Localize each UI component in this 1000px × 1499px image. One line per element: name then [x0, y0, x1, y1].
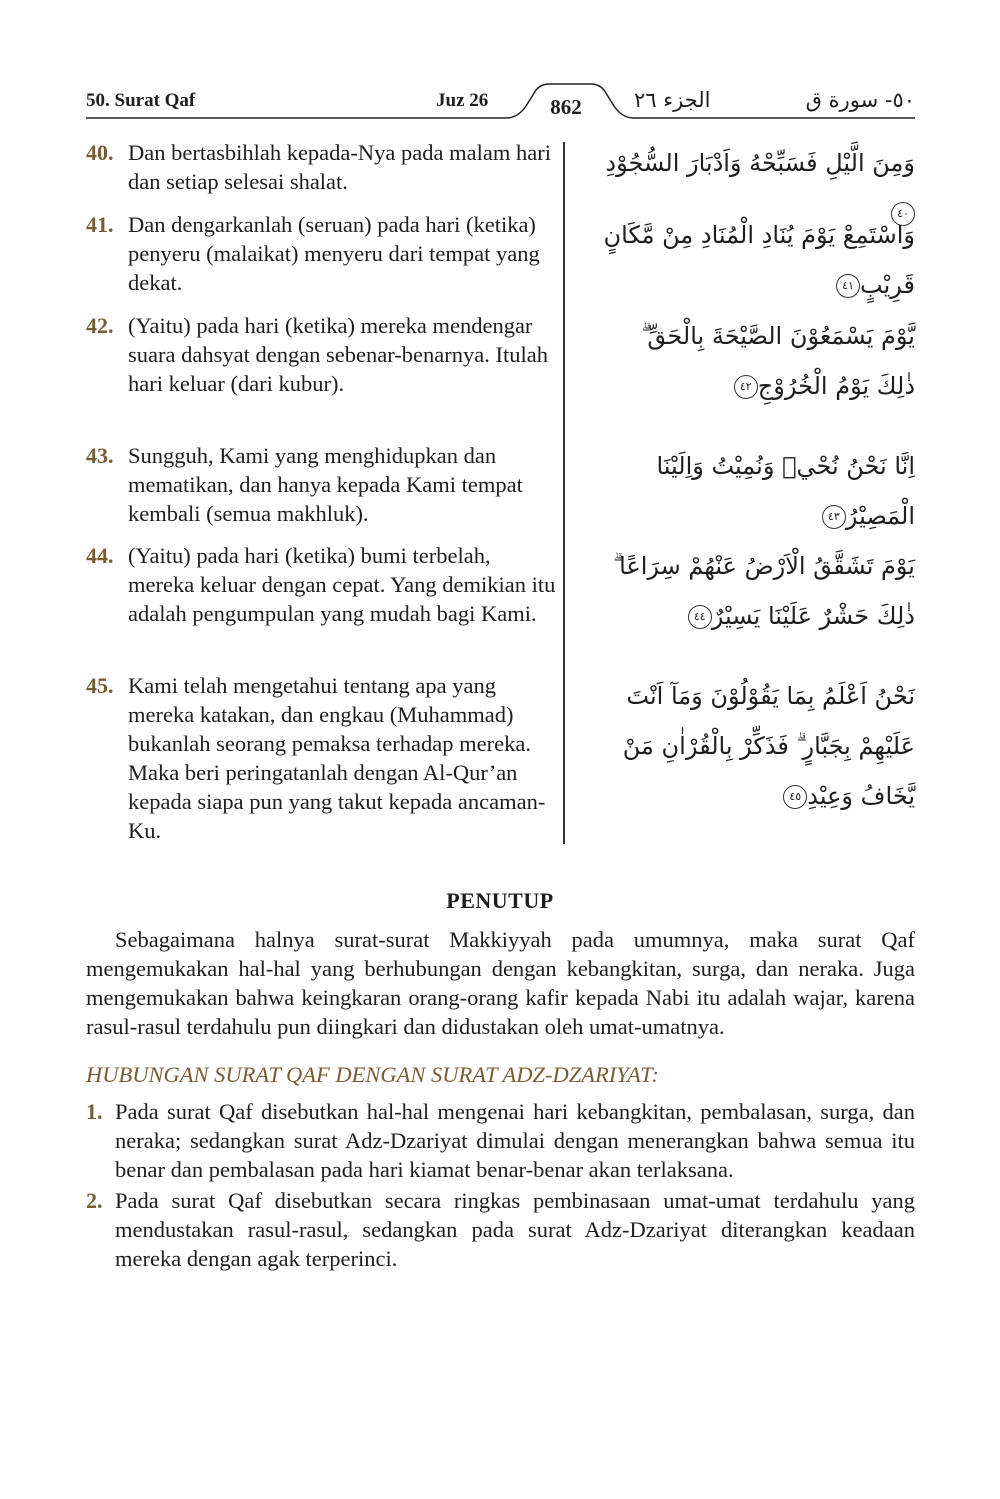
verse-translation: Sungguh, Kami yang menghidupkan dan mematikan, dan hanya kepada Kami tempat kembali (semua makhluk). [128, 443, 523, 526]
ayah-end-marker: ٤٥ [783, 785, 807, 809]
closing-paragraph: Sebagaimana halnya surat-surat Makkiyyah pada umumnya, maka surat Qaf mengemukakan hal-hal yang berhubungan dengan kebangkitan, surga, dan neraka. Juga mengemukakan bahwa keingkaran orang-orang kafir kepada Nabi itu adalah wajar, karena rasul-rasul terdahulu pun diingkari dan didustakan oleh umat-umatnya. [86, 927, 915, 1039]
verse-arabic [603, 210, 915, 310]
arabic-text: يَوْمَ تَشَقَّقُ الْاَرْضُ عَنْهُمْ سِرَاعًا ۗ ذٰلِكَ حَشْرٌ عَلَيْنَا يَسِيْرٌ [613, 552, 915, 630]
page-number: 862 [550, 95, 582, 119]
arabic-text: يَّوْمَ يَسْمَعُوْنَ الصَّيْحَةَ بِالْحَقِّ ۗ ذٰلِكَ يَوْمُ الْخُرُوْجِ [641, 322, 915, 400]
header-juz: Juz 26 [436, 90, 489, 111]
verse-arabic [603, 441, 915, 541]
header-juz-arabic: الجزء ٢٦ [634, 88, 711, 112]
header-surah-arabic: ٥٠- سورة ق [805, 88, 915, 112]
list-item-number: 1. [86, 1099, 103, 1124]
header-rule [86, 78, 915, 128]
ayah-end-marker: ٤٢ [734, 375, 758, 399]
arabic-text: نَحْنُ اَعْلَمُ بِمَا يَقُوْلُوْنَ وَمَآ اَنْتَ عَلَيْهِمْ بِجَبَّارٍ ۗ فَذَكِّرْ بِالْقُرْاٰنِ مَنْ يَّخَافُ وَعِيْدِ [622, 682, 915, 810]
list-item-text: Pada surat Qaf disebutkan secara ringkas pembinasaan umat-umat terdahulu yang mendustakan rasul-rasul, sedangkan pada surat Adz-Dzariyat diterangkan keadaan mereka dengan agak terperinci. [115, 1188, 915, 1271]
verse-number: 44. [86, 543, 114, 568]
ayah-end-marker: ٤٠ [891, 202, 915, 226]
section-subheading: HUBUNGAN SURAT QAF DENGAN SURAT ADZ-DZARIYAT: [86, 1062, 659, 1087]
verse-translation: Dan bertasbihlah kepada-Nya pada malam hari dan setiap selesai shalat. [128, 140, 551, 194]
column-divider [563, 142, 565, 844]
page-header [86, 78, 915, 128]
verse-arabic [603, 311, 915, 411]
section-title: PENUTUP [446, 888, 554, 913]
verse-number: 41. [86, 212, 114, 237]
ayah-end-marker: ٤١ [836, 274, 860, 298]
verse-number: 45. [86, 673, 114, 698]
verse-translation: (Yaitu) pada hari (ketika) bumi terbelah, mereka keluar dengan cepat. Yang demikian itu adalah pengumpulan yang mudah bagi Kami. [128, 543, 556, 626]
verse-translation: Kami telah mengetahui tentang apa yang mereka katakan, dan engkau (Muhammad) bukanlah seorang pemaksa terhadap mereka. Maka beri peringatanlah dengan Al-Qur’an kepada siapa pun yang takut kepada ancaman-Ku. [128, 673, 546, 843]
verse-translation: (Yaitu) pada hari (ketika) mereka mendengar suara dahsyat dengan sebenar-benarnya. Itulah hari keluar (dari kubur). [128, 313, 548, 396]
ayah-end-marker: ٤٤ [688, 605, 712, 629]
arabic-text: اِنَّا نَحْنُ نُحْيٖ وَنُمِيْتُ وَاِلَيْنَا الْمَصِيْرُ [656, 452, 915, 530]
arabic-text: وَاسْتَمِعْ يَوْمَ يُنَادِ الْمُنَادِ مِنْ مَّكَانٍ قَرِيْبٍ [603, 221, 915, 299]
list-item-text: Pada surat Qaf disebutkan hal-hal mengenai hari kebangkitan, pembalasan, surga, dan neraka; sedangkan surat Adz-Dzariyat dimulai dengan menerangkan bahwa semua itu benar dan pembalasan pada hari kiamat benar-benar akan terlaksana. [115, 1099, 915, 1182]
verse-number: 43. [86, 443, 114, 468]
ayah-end-marker: ٤٣ [822, 505, 846, 529]
verse-translation: Dan dengarkanlah (seruan) pada hari (ketika) penyeru (malaikat) menyeru dari tempat yang dekat. [128, 212, 540, 295]
verse-number: 40. [86, 140, 114, 165]
arabic-text: وَمِنَ الَّيْلِ فَسَبِّحْهُ وَاَدْبَارَ السُّجُوْدِ [605, 149, 915, 177]
header-surah-name: 50. Surat Qaf [86, 90, 196, 111]
list-item-number: 2. [86, 1188, 103, 1213]
verse-number: 42. [86, 313, 114, 338]
verse-arabic [603, 671, 915, 821]
verse-arabic [603, 541, 915, 641]
